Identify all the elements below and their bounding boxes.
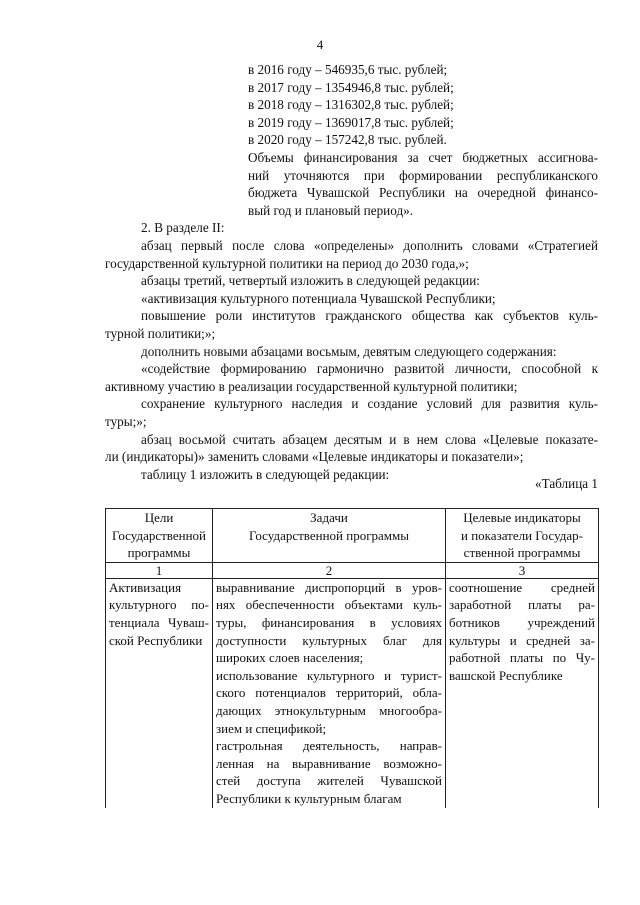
task-line: широких слоев населения; [216,650,364,666]
column-number: 1 [106,562,213,578]
task-line: дающих этнокультурным многообра- [216,702,442,718]
task-line: Республики к культурным благам [216,790,402,806]
funding-note-line: Объемы финансирования за счет бюджетных ассигнова- [248,150,598,165]
budget-year-line: в 2018 году – 1316302,8 тыс. рублей; [248,97,454,113]
section-heading [141,219,224,237]
column-number: 2 [213,562,446,578]
goal-line: Активизация [109,579,182,595]
header-tasks [213,509,446,563]
header-line: ственной программы [463,545,581,561]
table-row [106,578,599,807]
goal-line: тенциала Чуваш- [109,614,209,630]
header-line: Цели [144,510,174,525]
task-line: доступности культурных благ для [216,632,442,648]
section-paragraph: сохранение культурного наследия и создание условий для развития куль- [141,396,598,412]
section-body [105,237,598,483]
budget-year-line: в 2017 году – 1354946,8 тыс. рублей; [248,79,454,95]
task-line: ского потенциалов территорий, обла- [216,685,442,701]
section-paragraph: государственной культурной политики на период до 2030 года,»; [105,255,469,271]
header-line: Государственной [111,527,206,543]
header-line: программы [127,545,191,561]
section-paragraph: «содействие формированию гармонично развитой личности, способной к [141,361,598,377]
section-paragraph: повышение роли институтов гражданского общества как субъектов куль- [141,308,598,324]
tasks-cell [213,578,446,807]
section-paragraph: активному участию в реализации государственной культурной политики; [105,378,518,394]
column-number-row [106,562,599,578]
indicator-line: работной платы по Чу- [449,650,595,666]
goal-cell [106,578,213,807]
task-line: выравнивание диспропорций в уров- [216,579,442,595]
funding-note-line: ний уточняются при формировании республиканского [248,167,598,183]
header-line: Целевые индикаторы [463,510,581,525]
column-number: 3 [446,562,599,578]
budget-year-line: в 2020 году – 157242,8 тыс. рублей. [248,132,447,148]
budget-year-line: в 2019 году – 1369017,8 тыс. рублей; [248,114,454,130]
indicator-line: ботников учреждений [449,614,595,630]
header-line: Государственной программы [248,527,409,543]
section-paragraph: абзац первый после слова «определены» дополнить словами «Стратегией [141,238,598,253]
section-paragraph: дополнить новыми абзацами восьмым, девятым следующего содержания: [141,343,557,359]
indicator-line: заработной платы ра- [449,597,595,613]
section-heading-text: 2. В разделе II: [141,220,225,235]
goal-line: ской Республики [109,632,203,648]
header-goals [106,509,213,563]
task-line: использование культурного и турист- [216,667,442,683]
budget-year-line: в 2016 году – 546935,6 тыс. рублей; [248,62,448,77]
funding-note-line: вый год и плановый период». [248,202,414,218]
funding-note [248,149,598,219]
table-header-row [106,509,599,563]
task-line: стей доступа жителей Чувашской [216,773,442,789]
task-line: туры, финансирования в условиях [216,614,442,630]
funding-note-line: бюджета Чувашской Республики на очередной финансо- [248,185,598,201]
page-number: 4 [316,37,324,52]
header-line: и показатели Государ- [461,527,583,543]
goal-line: культурного по- [109,597,209,613]
indicators-cell [446,578,599,807]
task-line: нях обеспеченности объектами куль- [216,597,442,613]
section-paragraph: туры;»; [105,413,147,429]
header-line: Задачи [310,510,348,525]
indicator-line: вашской Республике [449,667,563,683]
task-line: ленная на выравнивание возможно- [216,755,442,771]
section-paragraph: ли (индикаторы)» заменить словами «Целевые индикаторы и показатели»; [105,449,524,465]
table-caption: «Таблица 1 [535,476,598,491]
budget-years-list [248,61,598,149]
section-paragraph: абзац восьмой считать абзацем десятым и в нем слова «Целевые показате- [141,431,598,447]
goals-table [105,508,599,808]
section-paragraph: абзацы третий, четвертый изложить в следующей редакции: [141,273,480,289]
task-line: зием и спецификой; [216,720,327,736]
indicator-line: культуры и средней за- [449,632,595,648]
section-paragraph: таблицу 1 изложить в следующей редакции: [141,466,390,482]
header-indicators [446,509,599,563]
task-line: гастрольная деятельность, направ- [216,738,442,754]
section-paragraph: турной политики;»; [105,325,216,341]
indicator-line: соотношение средней [449,579,595,595]
section-paragraph: «активизация культурного потенциала Чувашской Республики; [141,290,496,306]
